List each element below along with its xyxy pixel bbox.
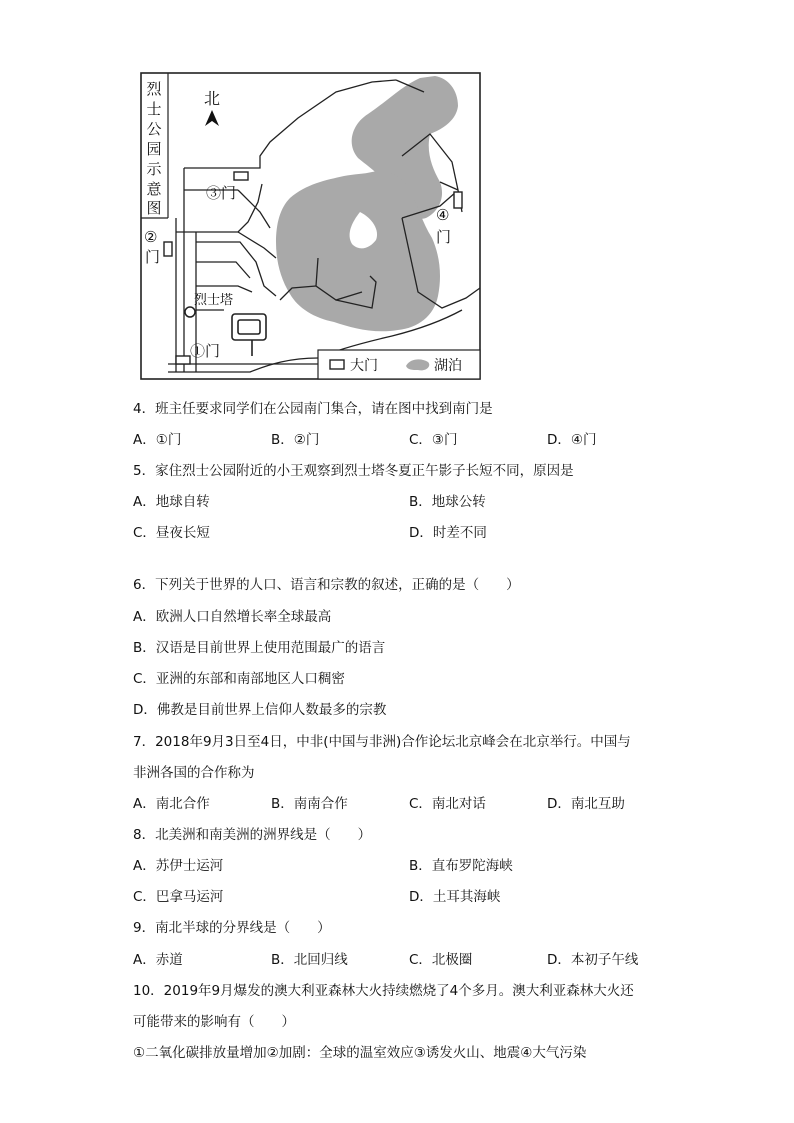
map-title-char: 意	[146, 180, 162, 198]
q5-option-c[interactable]: C．昼夜长短	[133, 525, 210, 541]
gate-1-label: ①门	[190, 342, 221, 360]
map-title-char: 示	[146, 160, 162, 178]
tower-marker	[185, 307, 195, 317]
gate-4-num: ④	[436, 206, 450, 224]
q8-option-d[interactable]: D．土耳其海峡	[409, 889, 501, 905]
q4-option-d[interactable]: D．④门	[547, 432, 597, 448]
map-title-char: 公	[146, 120, 162, 138]
q9-option-d[interactable]: D．本初子午线	[547, 952, 639, 968]
gate-1-marker	[176, 356, 190, 364]
map-title-char: 图	[146, 199, 162, 217]
gate-2-num: ②	[144, 228, 158, 246]
legend-gate-label: 大门	[350, 358, 378, 374]
q4-option-b[interactable]: B．②门	[271, 432, 320, 448]
legend-gate-symbol	[330, 360, 344, 369]
map-title-char: 士	[146, 100, 162, 118]
gate-2-marker	[164, 242, 172, 256]
q5-option-a[interactable]: A．地球自转	[133, 494, 210, 510]
question-7-cont: 非洲各国的合作称为	[133, 765, 255, 781]
question-6: 6．下列关于世界的人口、语言和宗教的叙述，正确的是（ ）	[133, 577, 520, 593]
map-title-char: 园	[146, 140, 162, 158]
q5-option-d[interactable]: D．时差不同	[409, 525, 487, 541]
gate-3-marker	[234, 172, 248, 180]
q5-option-b[interactable]: B．地球公转	[409, 494, 486, 510]
q6-option-d[interactable]: D．佛教是目前世界上信仰人数最多的宗教	[133, 702, 387, 718]
q4-option-c[interactable]: C．③门	[409, 432, 458, 448]
q6-option-a[interactable]: A．欧洲人口自然增长率全球最高	[133, 609, 332, 625]
q4-option-a[interactable]: A．①门	[133, 432, 182, 448]
question-5: 5．家住烈士公园附近的小王观察到烈士塔冬夏正午影子长短不同，原因是	[133, 463, 574, 479]
question-8: 8．北美洲和南美洲的洲界线是（ ）	[133, 827, 372, 843]
q9-option-b[interactable]: B．北回归线	[271, 952, 348, 968]
legend-lake-label: 湖泊	[434, 358, 462, 374]
q6-option-c[interactable]: C．亚洲的东部和南部地区人口稠密	[133, 671, 345, 687]
q6-option-b[interactable]: B．汉语是目前世界上使用范围最广的语言	[133, 640, 386, 656]
north-label: 北	[204, 89, 221, 108]
q7-option-d[interactable]: D．南北互助	[547, 796, 625, 812]
q8-option-a[interactable]: A．苏伊士运河	[133, 858, 224, 874]
gate-4-char: 门	[436, 228, 452, 246]
tower-label: 烈士塔	[194, 293, 234, 308]
tower-loop	[232, 314, 266, 356]
q7-option-b[interactable]: B．南南合作	[271, 796, 348, 812]
q7-option-a[interactable]: A．南北合作	[133, 796, 210, 812]
map-title-char: 烈	[146, 80, 162, 98]
map-legend	[318, 350, 480, 379]
gate-3-label: ③门	[206, 184, 237, 202]
question-4: 4．班主任要求同学们在公园南门集合，请在图中找到南门是	[133, 401, 493, 417]
question-9: 9．南北半球的分界线是（ ）	[133, 920, 331, 936]
q8-option-c[interactable]: C．巴拿马运河	[133, 889, 224, 905]
q7-option-c[interactable]: C．南北对话	[409, 796, 486, 812]
gate-4-marker	[454, 192, 462, 208]
park-map	[140, 72, 481, 380]
question-10-statements: ①二氧化碳排放量增加②加剧：全球的温室效应③诱发火山、地震④大气污染	[133, 1045, 587, 1061]
q9-option-c[interactable]: C．北极圈	[409, 952, 473, 968]
q8-option-b[interactable]: B．直布罗陀海峡	[409, 858, 513, 874]
north-arrow	[204, 89, 220, 126]
question-7: 7．2018年9月3日至4日，中非(中国与非洲)合作论坛北京峰会在北京举行。中国与	[133, 734, 631, 750]
question-10-cont: 可能带来的影响有（ ）	[133, 1014, 295, 1030]
gate-2-char: 门	[145, 248, 161, 266]
q9-option-a[interactable]: A．赤道	[133, 952, 183, 968]
question-10: 10．2019年9月爆发的澳大利亚森林大火持续燃烧了4个多月。澳大利亚森林大火还	[133, 983, 634, 999]
